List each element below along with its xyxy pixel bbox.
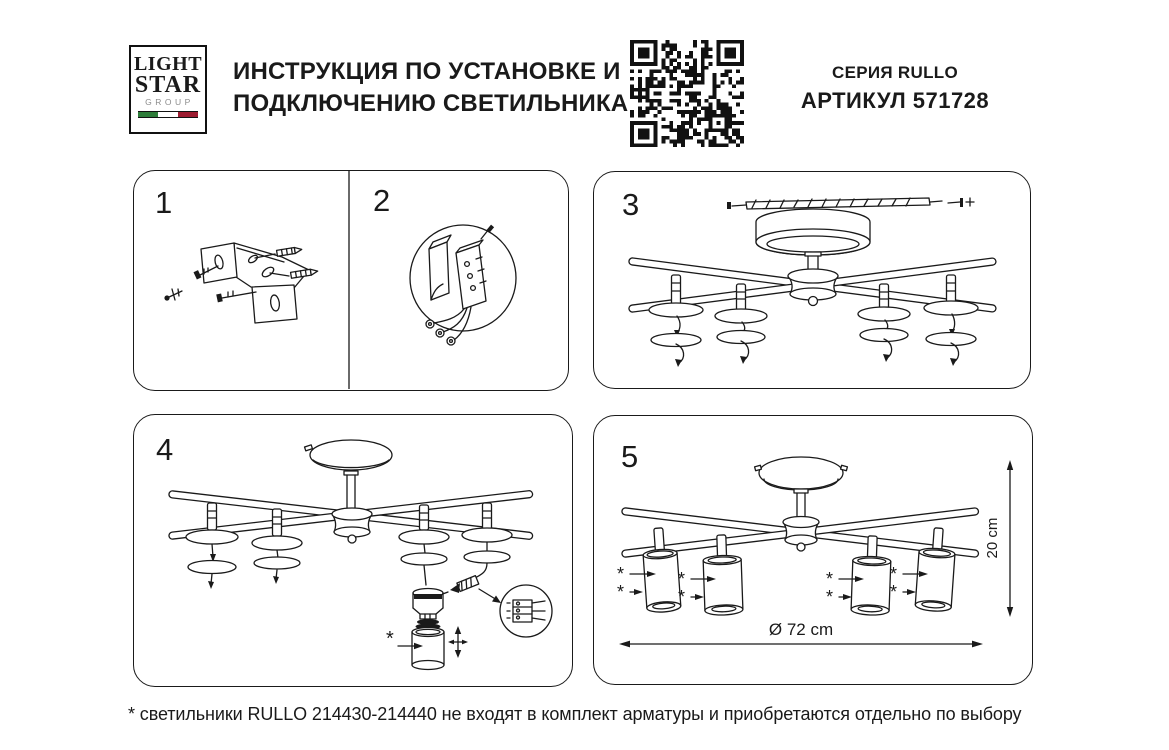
lamp-holder: [399, 505, 449, 585]
step-panel-1-2: [133, 170, 569, 391]
series-label: СЕРИЯ RULLO: [832, 63, 958, 82]
asterisk-mark: *: [678, 569, 686, 589]
mounting-bracket-diagram: [201, 243, 309, 323]
shade-annotation: [826, 569, 864, 607]
shade-cylinder: [412, 628, 444, 670]
step-panel-4: [133, 414, 573, 687]
canopy: [305, 440, 392, 470]
lamp-holder: [649, 275, 703, 367]
diameter-dimension-label: Ø 72 cm: [768, 620, 834, 639]
step-number: 2: [373, 183, 391, 218]
connector-detail: [479, 585, 552, 637]
lamp-holder: [462, 503, 512, 563]
shade-cylinder: [851, 535, 892, 615]
step-number: 5: [621, 439, 639, 474]
shade-annotation: [617, 564, 656, 602]
canopy: [755, 457, 848, 490]
asterisk-mark: *: [826, 569, 834, 589]
article-number: АРТИКУЛ 571728: [800, 88, 990, 113]
shade-cylinder: [641, 527, 681, 613]
qr-code-icon: [630, 40, 744, 147]
page-title-line1: ИНСТРУКЦИЯ ПО УСТАНОВКЕ И: [233, 58, 621, 85]
asterisk-mark: *: [617, 564, 625, 584]
step-number: 3: [622, 187, 640, 222]
logo-text-light: LIGHT: [133, 53, 203, 75]
shade-cylinder: [915, 527, 957, 612]
mounting-strap: [727, 198, 942, 209]
diameter-dimension: [619, 620, 983, 647]
asterisk-mark: *: [890, 564, 898, 584]
step-number: 4: [156, 432, 174, 467]
screw-icon: [948, 198, 974, 207]
screw-icon: [164, 289, 182, 301]
final-assembly-diagram: [617, 457, 1013, 647]
height-dimension: [984, 460, 1013, 617]
shade-annotation: [678, 569, 716, 607]
shade-mounting-diagram: [169, 440, 552, 670]
logo-text-star: STAR: [134, 72, 202, 98]
hub: [783, 517, 819, 552]
hanging-assembly-diagram: [629, 198, 997, 367]
asterisk-mark: *: [678, 587, 686, 607]
asterisk-mark: *: [617, 582, 625, 602]
asterisk-mark: *: [826, 587, 834, 607]
asterisk-mark: *: [386, 628, 394, 650]
hub: [788, 269, 838, 306]
stem: [344, 471, 358, 509]
height-dimension-label: 20 cm: [984, 517, 1001, 559]
lamp-holder: [924, 275, 978, 366]
step-panel-3: [593, 171, 1031, 389]
junction-box: [429, 235, 451, 300]
step-number: 1: [155, 185, 173, 220]
logo-text-group: GROUP: [145, 97, 194, 107]
wiring-detail-diagram: [410, 225, 516, 345]
lamp-holder: [186, 503, 238, 589]
lightstar-logo: [129, 45, 207, 134]
hub: [332, 508, 372, 543]
screw-icon: [216, 291, 256, 302]
step-panel-5: [593, 415, 1033, 685]
italian-flag-bar: [138, 111, 198, 118]
move-arrows-icon: [448, 626, 468, 658]
canopy: [756, 209, 870, 255]
page-title-line2: ПОДКЛЮЧЕНИЮ СВЕТИЛЬНИКА: [233, 90, 629, 117]
footnote: * светильники RULLO 214430-214440 не входят в комплект арматуры и приобретаются отдельно по выбору: [128, 704, 1022, 724]
shade-annotation: [890, 564, 928, 602]
lamp-socket: [413, 589, 443, 630]
page-title: [233, 56, 628, 120]
asterisk-mark: *: [890, 582, 898, 602]
stem: [794, 489, 808, 518]
